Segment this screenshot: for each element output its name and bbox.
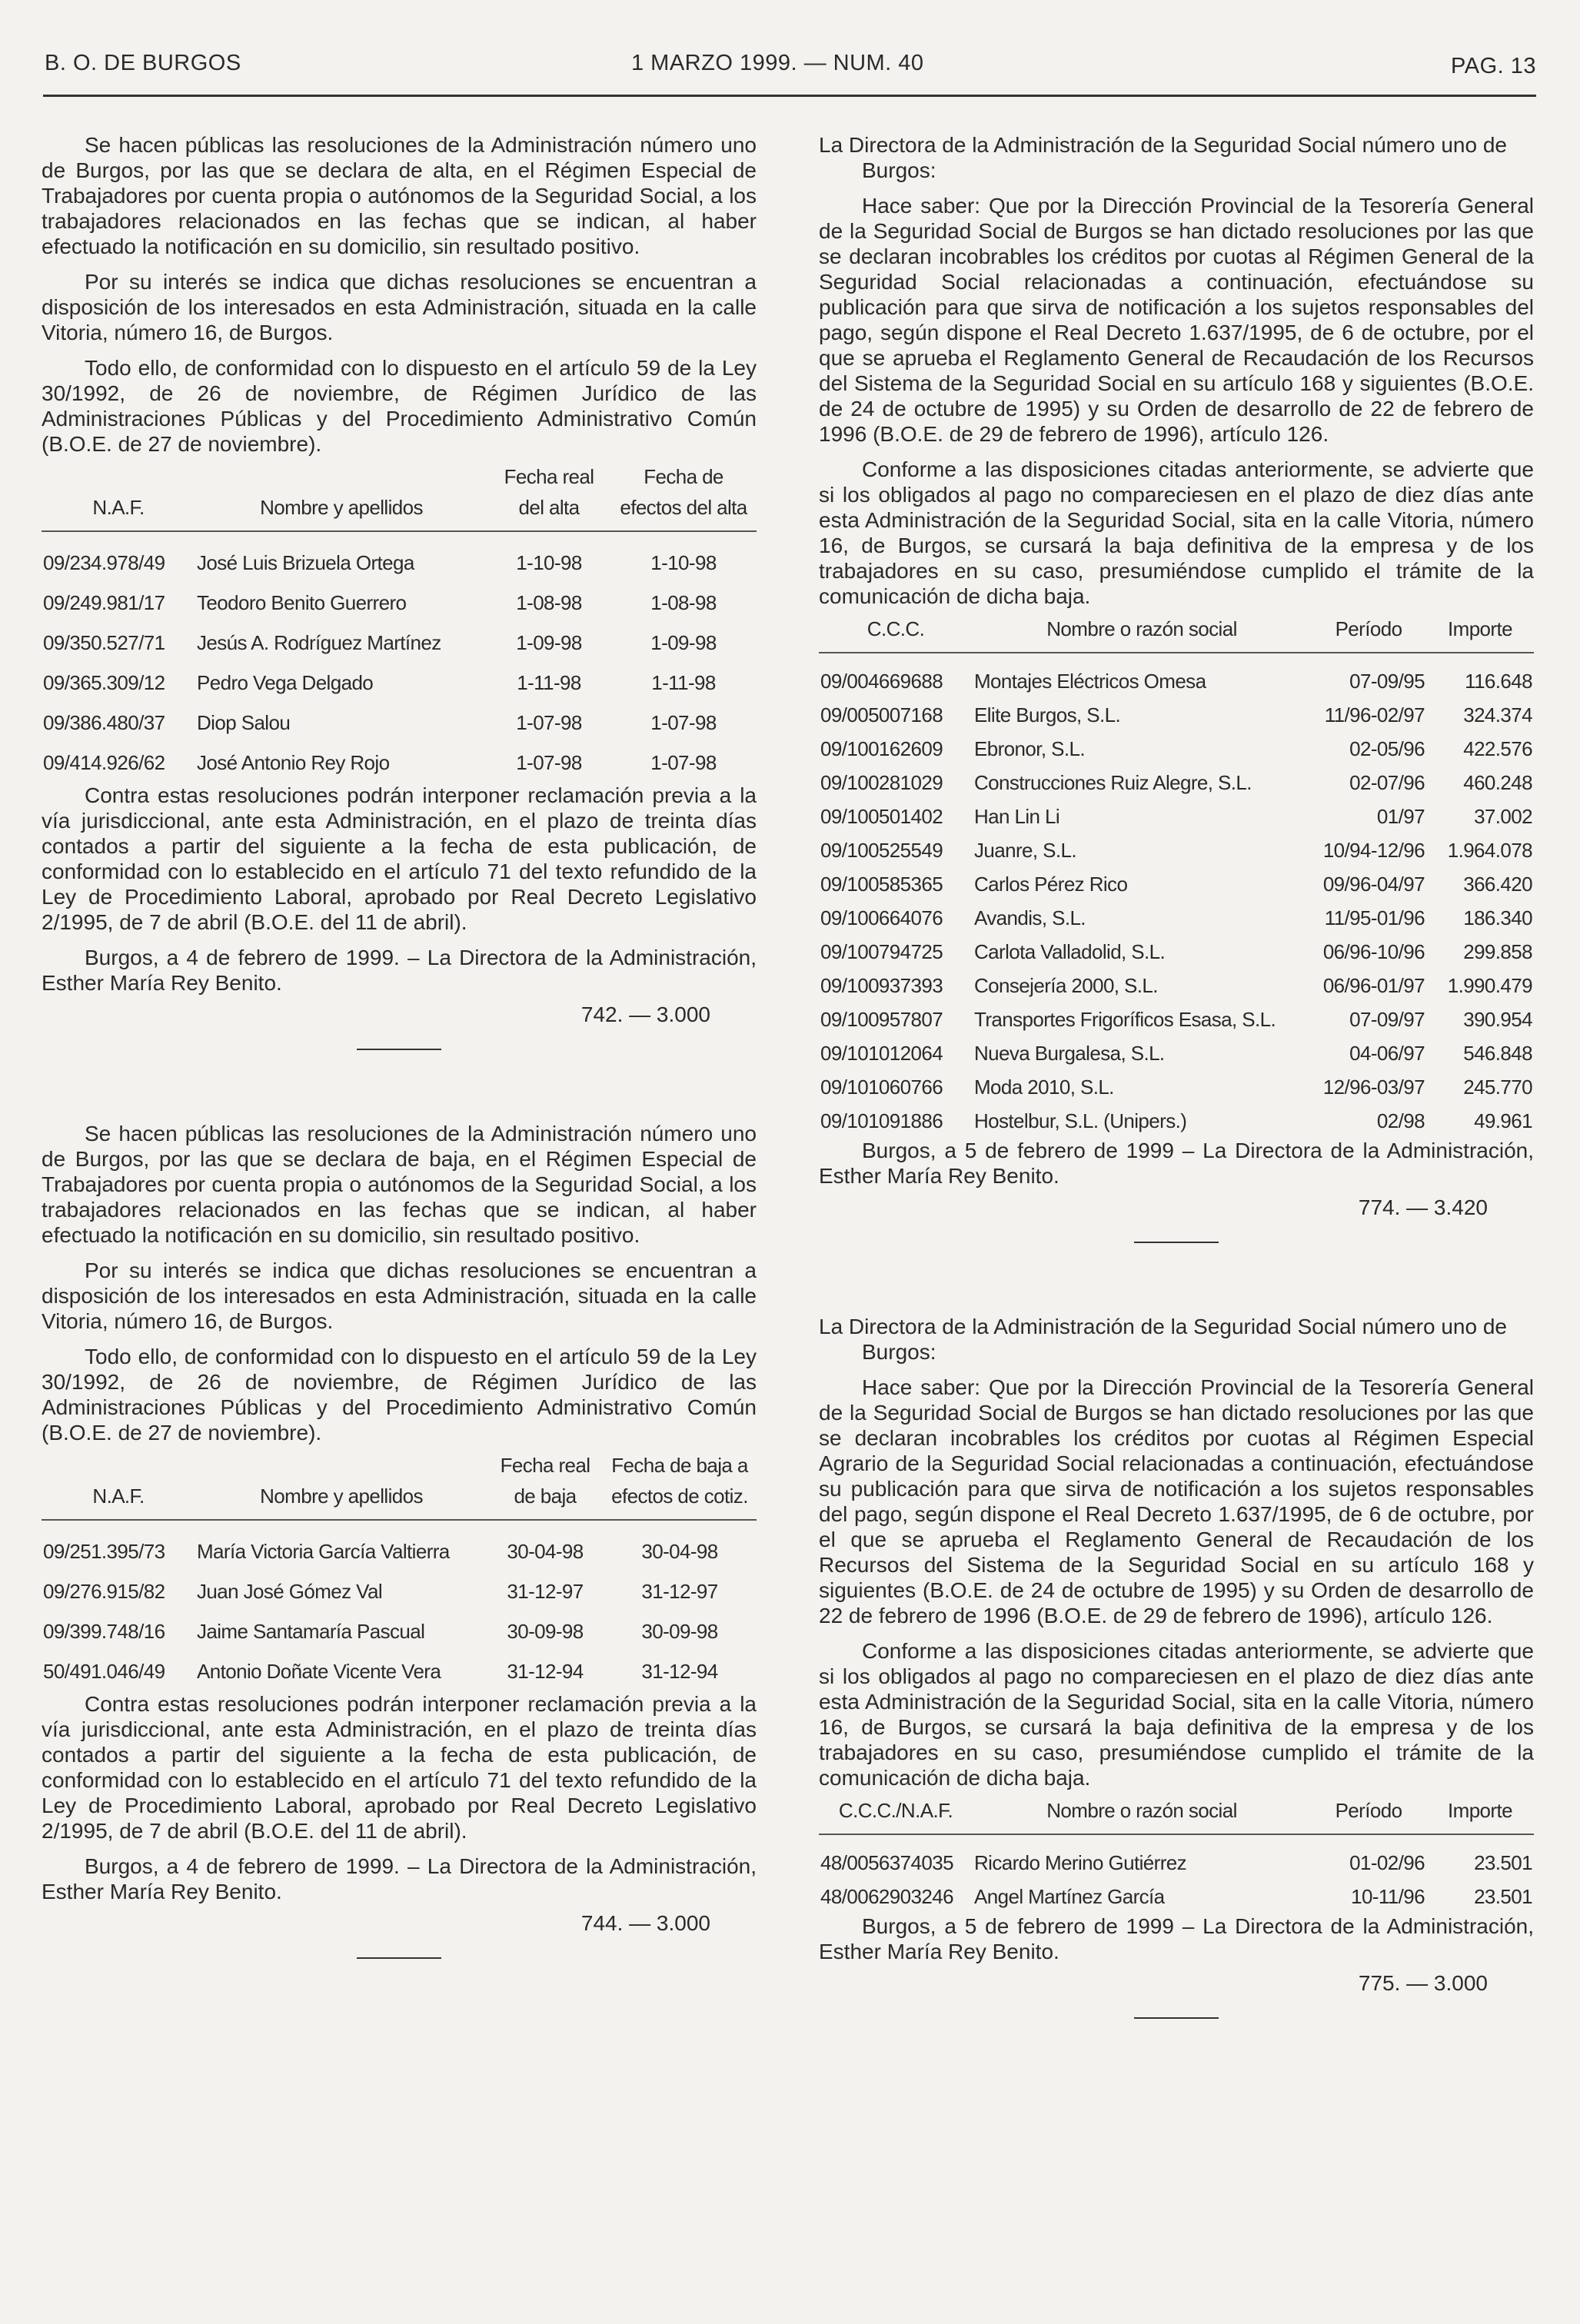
ccc-cell: 09/100501402 [820, 805, 943, 828]
column-header: N.A.F. [92, 1485, 145, 1508]
column-header: Nombre o razón social [1046, 617, 1237, 640]
naf-cell: 09/350.527/71 [43, 631, 165, 654]
table-row [819, 653, 1534, 698]
table-row [819, 935, 1534, 969]
naf-cell: 09/234.978/49 [43, 551, 165, 574]
separator-rule [357, 1049, 441, 1050]
name-cell: Ricardo Merino Gutiérrez [974, 1851, 1187, 1874]
date-cell: 30-09-98 [641, 1620, 718, 1643]
name-cell: Avandis, S.L. [974, 906, 1086, 929]
date-cell: 1-08-98 [516, 591, 582, 614]
notice-title: La Directora de la Administración de la Seguridad Social número uno de Burgos: [819, 1315, 1507, 1364]
date-cell: 1-09-98 [516, 631, 582, 654]
period-cell: 10/94-12/96 [1322, 839, 1425, 862]
reference-number: 742. — 3.000 [580, 1002, 710, 1026]
date-cell: 1-07-98 [650, 751, 717, 774]
notice-regimen-agrario [819, 1314, 1534, 2019]
table-row [819, 766, 1534, 800]
notice-paragraph: Por su interés se indica que dichas resoluciones se encuentran a disposición de los interesados en esta Administración, situada en la calle Vitoria, número 16, de Burgos. [42, 1258, 757, 1333]
column-header: Período [1335, 617, 1402, 640]
period-cell: 07-09/97 [1349, 1008, 1425, 1031]
date-cell: 1-10-98 [650, 551, 717, 574]
table-row [819, 867, 1534, 901]
table-row [819, 1070, 1534, 1104]
table-row [42, 531, 757, 583]
separator-rule [357, 1957, 441, 1959]
column-header: Período [1335, 1799, 1402, 1822]
separator-rule [1134, 1242, 1219, 1243]
name-cell: Moda 2010, S.L. [974, 1076, 1114, 1099]
column-header: Nombre y apellidos [260, 1485, 423, 1508]
name-cell: Angel Martínez García [974, 1885, 1165, 1908]
header-rule [43, 95, 1536, 97]
column-header: Fecha real del alta [504, 465, 594, 519]
column-header: Nombre o razón social [1046, 1799, 1237, 1822]
notice-paragraph: Hace saber: Que por la Dirección Provincial de la Tesorería General de la Seguridad Social de Burgos se han dictado resoluciones por las que se declaran incobrables los créditos por cuotas al Régimen Especial Agrario de la Seguridad Social relacionadas a continuación, efectuándose su publicación para que sirva de notificación a los sujetos responsables del pago, según dispone el Real Decreto 1.637/1995, de 6 de octubre, por el que se aprueba el Reglamento General de Recaudación de los Recursos del Sistema de la Seguridad Social en su artículo 168 y siguientes (B.O.E. de 24 de octubre de 1995) y su Orden de desarrollo de 22 de febrero de 1996 (B.O.E. de 29 de febrero de 1996), artículo 126. [819, 1375, 1534, 1627]
period-cell: 04-06/97 [1349, 1042, 1425, 1065]
name-cell: Carlos Pérez Rico [974, 873, 1128, 896]
ccc-cell: 09/101012064 [820, 1042, 943, 1065]
name-cell: Carlota Valladolid, S.L. [974, 940, 1166, 963]
ccc-cell: 09/100937393 [820, 974, 943, 997]
amount-cell: 1.990.479 [1447, 974, 1532, 997]
name-cell: José Luis Brizuela Ortega [197, 551, 414, 574]
name-cell: Jaime Santamaría Pascual [197, 1620, 425, 1643]
date-cell: 30-09-98 [507, 1620, 584, 1643]
date-cell: 1-07-98 [650, 711, 717, 734]
notice-paragraph: Conforme a las disposiciones citadas anteriormente, se advierte que si los obligados al pago no compareciesen en el plazo de diez días ante esta Administración de la Seguridad Social, sita en la calle Vitoria, número 16, de Burgos, se cursará la baja definitiva de la empresa y de los trabajadores en su caso, presumiéndose cumplido el trámite de la comunicación de dicha baja. [819, 457, 1534, 608]
name-cell: Juanre, S.L. [974, 839, 1076, 862]
table-row [42, 1571, 757, 1611]
notice-title: La Directora de la Administración de la Seguridad Social número uno de Burgos: [819, 133, 1507, 182]
notice-paragraph: Hace saber: Que por la Dirección Provincial de la Tesorería General de la Seguridad Social de Burgos se han dictado resoluciones por las que se declaran incobrables los créditos por cuotas al Régimen General de la Seguridad Social relacionadas a continuación, efectuándose su publicación para que sirva de notificación a los sujetos responsables del pago, según dispone el Real Decreto 1.637/1995, de 6 de octubre, por el que se aprueba el Reglamento General de Recaudación de los Recursos del Sistema de la Seguridad Social en su artículo 168 y siguientes (B.O.E. de 24 de octubre de 1995) y su Orden de desarrollo de 22 de febrero de 1996 (B.O.E. de 29 de febrero de 1996), artículo 126. [819, 194, 1534, 446]
date-cell: 1-11-98 [517, 671, 581, 694]
date-cell: 1-07-98 [516, 711, 582, 734]
reference-number: 744. — 3.000 [580, 1911, 710, 1935]
period-cell: 09/96-04/97 [1322, 873, 1425, 896]
table-header-row [42, 1445, 757, 1520]
notice-paragraph: Conforme a las disposiciones citadas anteriormente, se advierte que si los obligados al pago no compareciesen en el plazo de diez días ante esta Administración de la Seguridad Social, sita en la calle Vitoria, número 16, de Burgos, se cursará la baja definitiva de la empresa y de los trabajadores en su caso, presumiéndose cumplido el trámite de la comunicación de dicha baja. [819, 1639, 1534, 1790]
period-cell: 02/98 [1376, 1109, 1425, 1132]
amount-cell: 116.648 [1465, 670, 1532, 693]
amount-cell: 23.501 [1474, 1851, 1532, 1874]
naf-cell: 09/386.480/37 [43, 711, 165, 734]
signature: Burgos, a 5 de febrero de 1999 – La Directora de la Administración, Esther María Rey Benito. [819, 1914, 1534, 1963]
amount-cell: 366.420 [1463, 873, 1532, 896]
page-header [45, 51, 1536, 81]
notice-paragraph: Contra estas resoluciones podrán interponer reclamación previa a la vía jurisdiccional, ante esta Administración, en el plazo de treinta días contados a partir del siguiente a la fecha de esta publicación, de conformidad con lo establecido en el artículo 71 del texto refundido de la Ley de Procedimiento Laboral, aprobado por Real Decreto Legislativo 2/1995, de 7 de abril (B.O.E. del 11 de abril). [42, 1692, 757, 1843]
name-cell: Antonio Doñate Vicente Vera [197, 1660, 441, 1683]
amount-cell: 546.848 [1463, 1042, 1532, 1065]
notice-alta [42, 132, 757, 1050]
table-header-row [42, 457, 757, 531]
ccc-cell: 09/100664076 [820, 906, 943, 929]
ccc-cell: 09/100281029 [820, 771, 943, 794]
period-cell: 01-02/96 [1349, 1851, 1425, 1874]
name-cell: Diop Salou [197, 711, 291, 734]
name-cell: Transportes Frigoríficos Esasa, S.L. [974, 1008, 1276, 1031]
column-header: Fecha de efectos del alta [620, 465, 747, 519]
column-header: Fecha de baja a efectos de cotiz. [611, 1454, 748, 1508]
issue-date: 1 MARZO 1999. — NUM. 40 [631, 51, 924, 75]
table-row [42, 703, 757, 743]
ccc-cell: 09/101091886 [820, 1109, 943, 1132]
date-cell: 30-04-98 [641, 1540, 718, 1563]
notice-paragraph: Todo ello, de conformidad con lo dispuesto en el artículo 59 de la Ley 30/1992, de 26 de noviembre, de Régimen Jurídico de las Administraciones Públicas y del Procedimiento Administrativo Común (B.O.E. de 27 de noviembre). [42, 1345, 757, 1445]
table-row [42, 623, 757, 663]
date-cell: 1-10-98 [516, 551, 582, 574]
table-row [42, 1651, 757, 1691]
naf-cell: 09/251.395/73 [43, 1540, 165, 1563]
table-header-row [819, 1790, 1534, 1834]
date-cell: 31-12-97 [507, 1580, 584, 1603]
amount-cell: 1.964.078 [1447, 839, 1532, 862]
ccc-cell: 09/100585365 [820, 873, 943, 896]
reference-number: 775. — 3.000 [1358, 1971, 1488, 1995]
amount-cell: 299.858 [1463, 940, 1532, 963]
amount-cell: 422.576 [1463, 737, 1532, 760]
naf-cell: 09/365.309/12 [43, 671, 165, 694]
date-cell: 31-12-97 [641, 1580, 718, 1603]
period-cell: 01/97 [1376, 805, 1425, 828]
signature: Burgos, a 4 de febrero de 1999. – La Directora de la Administración, Esther María Rey Benito. [42, 1854, 757, 1903]
column-header: N.A.F. [92, 496, 145, 519]
table-row [819, 1834, 1534, 1880]
reference-number: 774. — 3.420 [1358, 1195, 1488, 1219]
name-cell: Consejería 2000, S.L. [974, 974, 1158, 997]
naf-cell: 09/414.926/62 [43, 751, 165, 774]
column-header: Nombre y apellidos [260, 496, 423, 519]
date-cell: 30-04-98 [507, 1540, 584, 1563]
period-cell: 07-09/95 [1349, 670, 1425, 693]
table-row [819, 698, 1534, 732]
name-cell: Nueva Burgalesa, S.L. [974, 1042, 1165, 1065]
signature: Burgos, a 5 de febrero de 1999 – La Directora de la Administración, Esther María Rey Benito. [819, 1139, 1534, 1188]
ccc-cell: 48/0056374035 [820, 1851, 953, 1874]
table-row [42, 1611, 757, 1651]
notice-baja [42, 1121, 757, 1959]
column-header: C.C.C. [867, 617, 925, 640]
name-cell: Ebronor, S.L. [974, 737, 1085, 760]
ccc-cell: 09/004669688 [820, 670, 943, 693]
date-cell: 31-12-94 [507, 1660, 584, 1683]
signature: Burgos, a 4 de febrero de 1999. – La Directora de la Administración, Esther María Rey Benito. [42, 946, 757, 995]
table-row [42, 743, 757, 783]
naf-cell: 09/249.981/17 [43, 591, 165, 614]
period-cell: 11/95-01/96 [1324, 906, 1425, 929]
table-row [42, 583, 757, 623]
period-cell: 06/96-10/96 [1322, 940, 1425, 963]
date-cell: 1-11-98 [651, 671, 716, 694]
right-column [819, 132, 1534, 2019]
period-cell: 10-11/96 [1351, 1885, 1425, 1908]
ccc-cell: 09/101060766 [820, 1076, 943, 1099]
date-cell: 1-09-98 [650, 631, 717, 654]
table-row [819, 969, 1534, 1002]
notice-paragraph: Se hacen públicas las resoluciones de la Administración número uno de Burgos, por las que se declara de baja, en el Régimen Especial de Trabajadores por cuenta propia o autónomos de la Seguridad Social, a los trabajadores relacionados en las fechas que se indican, al haber efectuado la notificación en su domicilio, sin resultado positivo. [42, 1122, 757, 1247]
regimen-agrario-table [819, 1790, 1534, 1913]
period-cell: 06/96-01/97 [1322, 974, 1425, 997]
table-row [42, 663, 757, 703]
date-cell: 1-08-98 [650, 591, 717, 614]
amount-cell: 186.340 [1463, 906, 1532, 929]
name-cell: Hostelbur, S.L. (Unipers.) [974, 1109, 1187, 1132]
naf-cell: 09/399.748/16 [43, 1620, 165, 1643]
notice-paragraph: Todo ello, de conformidad con lo dispuesto en el artículo 59 de la Ley 30/1992, de 26 de noviembre, de Régimen Jurídico de las Administraciones Públicas y del Procedimiento Administrativo Común (B.O.E. de 27 de noviembre). [42, 356, 757, 456]
ccc-cell: 09/005007168 [820, 703, 943, 726]
amount-cell: 37.002 [1474, 805, 1532, 828]
separator-rule [1134, 2017, 1219, 2019]
date-cell: 31-12-94 [641, 1660, 718, 1683]
amount-cell: 460.248 [1463, 771, 1532, 794]
table-row [42, 1520, 757, 1571]
notice-paragraph: Por su interés se indica que dichas resoluciones se encuentran a disposición de los interesados en esta Administración, situada en la calle Vitoria, número 16, de Burgos. [42, 270, 757, 344]
table-row [819, 833, 1534, 867]
period-cell: 02-07/96 [1349, 771, 1425, 794]
publication-name: B. O. DE BURGOS [45, 51, 241, 75]
date-cell: 1-07-98 [516, 751, 582, 774]
table-row [819, 1036, 1534, 1070]
name-cell: Pedro Vega Delgado [197, 671, 374, 694]
table-row [819, 1880, 1534, 1913]
period-cell: 11/96-02/97 [1324, 703, 1425, 726]
name-cell: Elite Burgos, S.L. [974, 703, 1121, 726]
table-row [819, 1002, 1534, 1036]
table-row [819, 800, 1534, 833]
naf-cell: 50/491.046/49 [43, 1660, 165, 1683]
name-cell: Han Lin Li [974, 805, 1060, 828]
notice-paragraph: Contra estas resoluciones podrán interponer reclamación previa a la vía jurisdiccional, ante esta Administración, en el plazo de treinta días contados a partir del siguiente a la fecha de esta publicación, de conformidad con lo establecido en el artículo 71 del texto refundido de la Ley de Procedimiento Laboral, aprobado por Real Decreto Legislativo 2/1995, de 7 de abril (B.O.E. del 11 de abril). [42, 783, 757, 934]
column-header: C.C.C./N.A.F. [838, 1799, 953, 1822]
name-cell: Juan José Gómez Val [197, 1580, 383, 1603]
name-cell: Montajes Eléctricos Omesa [974, 670, 1206, 693]
notice-paragraph: Se hacen públicas las resoluciones de la Administración número uno de Burgos, por las que se declara de alta, en el Régimen Especial de Trabajadores por cuenta propia o autónomos de la Seguridad Social, a los trabajadores relacionados en las fechas que se indican, al haber efectuado la notificación en su domicilio, sin resultado positivo. [42, 133, 757, 258]
naf-cell: 09/276.915/82 [43, 1580, 165, 1603]
amount-cell: 245.770 [1463, 1076, 1532, 1099]
period-cell: 12/96-03/97 [1322, 1076, 1425, 1099]
amount-cell: 324.374 [1463, 703, 1532, 726]
page-number: PAG. 13 [1451, 54, 1536, 78]
amount-cell: 390.954 [1463, 1008, 1532, 1031]
ccc-cell: 09/100162609 [820, 737, 943, 760]
column-header: Fecha real de baja [500, 1454, 590, 1508]
ccc-cell: 09/100957807 [820, 1008, 943, 1031]
ccc-cell: 09/100794725 [820, 940, 943, 963]
column-header: Importe [1448, 1799, 1512, 1822]
notice-regimen-general [819, 132, 1534, 1243]
ccc-cell: 48/0062903246 [820, 1885, 953, 1908]
table-row [819, 901, 1534, 935]
period-cell: 02-05/96 [1349, 737, 1425, 760]
alta-table [42, 457, 757, 783]
amount-cell: 23.501 [1474, 1885, 1532, 1908]
name-cell: Teodoro Benito Guerrero [197, 591, 407, 614]
amount-cell: 49.961 [1474, 1109, 1532, 1132]
table-row [819, 732, 1534, 766]
column-header: Importe [1448, 617, 1512, 640]
left-column [42, 132, 757, 1959]
table-row [819, 1104, 1534, 1138]
name-cell: Construcciones Ruiz Alegre, S.L. [974, 771, 1252, 794]
name-cell: María Victoria García Valtierra [197, 1540, 450, 1563]
regimen-general-table [819, 609, 1534, 1138]
baja-table [42, 1445, 757, 1691]
ccc-cell: 09/100525549 [820, 839, 943, 862]
name-cell: José Antonio Rey Rojo [197, 751, 390, 774]
name-cell: Jesús A. Rodríguez Martínez [197, 631, 441, 654]
table-header-row [819, 609, 1534, 653]
